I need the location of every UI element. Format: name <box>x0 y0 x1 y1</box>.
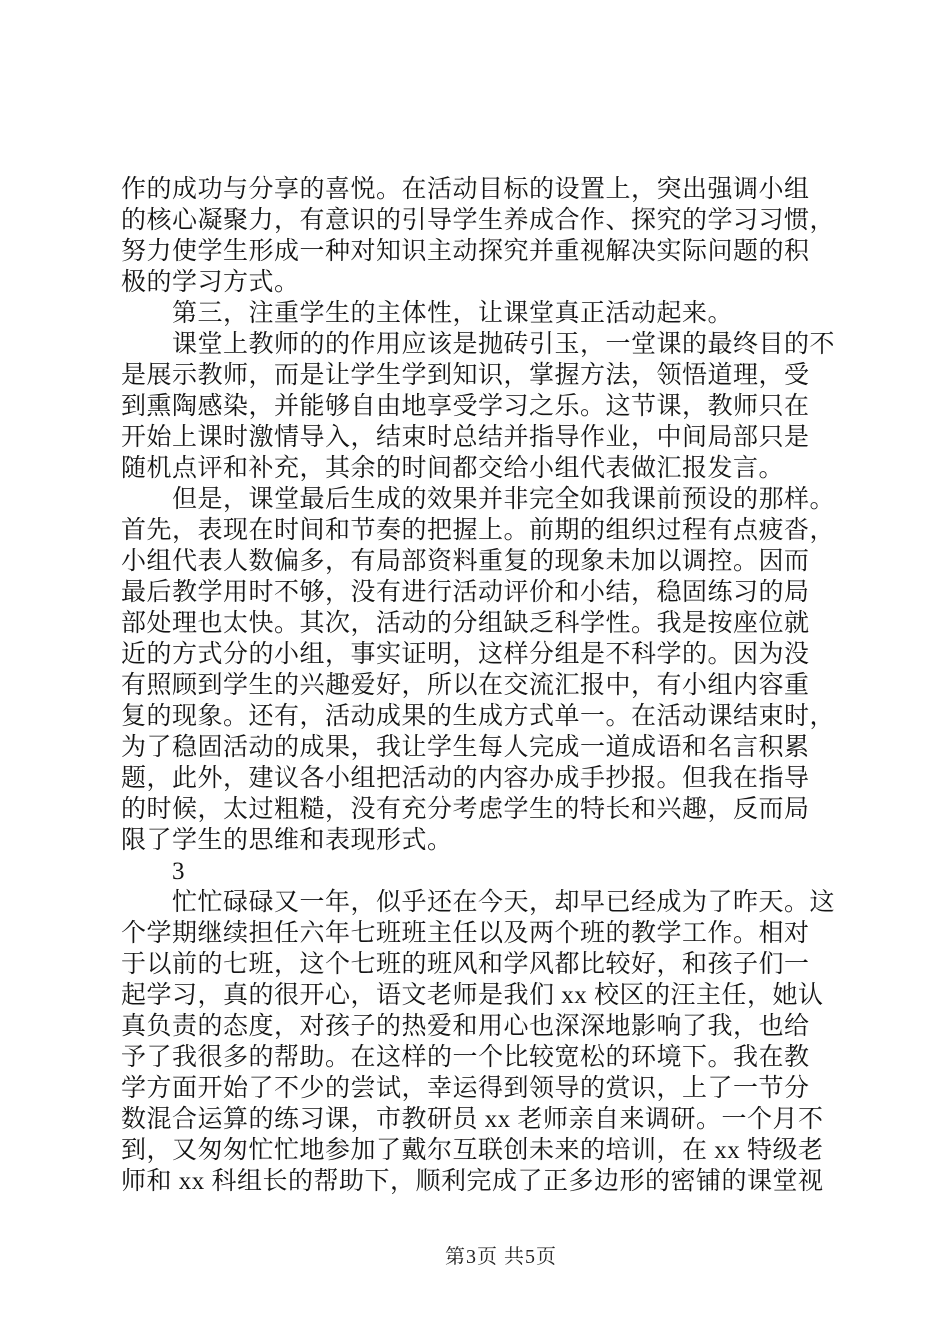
text-line: 到，又匆匆忙忙地参加了戴尔互联创未来的培训，在 xx 特级老 <box>121 1137 824 1164</box>
text-line: 努力使学生形成一种对知识主动探究并重视解决实际问题的积 <box>121 238 810 265</box>
text-line: 复的现象。还有，活动成果的生成方式单一。在活动课结束时， <box>121 703 836 730</box>
text-line: 有照顾到学生的兴趣爱好，所以在交流汇报中，有小组内容重 <box>121 672 810 699</box>
text-line: 学方面开始了不少的尝试，幸运得到领导的赏识，上了一节分 <box>121 1075 810 1102</box>
text-line: 起学习，真的很开心，语文老师是我们 xx 校区的汪主任，她认 <box>121 982 824 1009</box>
text-line: 予了我很多的帮助。在这样的一个比较宽松的环境下。我在教 <box>121 1044 810 1071</box>
text-line: 是展示教师，而是让学生学到知识，掌握方法，领悟道理，受 <box>121 362 810 389</box>
text-line: 极的学习方式。 <box>121 269 300 296</box>
text-line: 部处理也太快。其次，活动的分组缺乏科学性。我是按座位就 <box>121 610 810 637</box>
text-line: 限了学生的思维和表现形式。 <box>121 827 453 854</box>
text-line: 数混合运算的练习课，市教研员 xx 老师亲自来调研。一个月不 <box>121 1106 824 1133</box>
text-line: 师和 xx 科组长的帮助下，顺利完成了正多边形的密铺的课堂视 <box>121 1168 824 1195</box>
text-line: 到熏陶感染，并能够自由地享受学习之乐。这节课，教师只在 <box>121 393 810 420</box>
page-footer: 第3页 共5页 <box>445 1246 557 1268</box>
text-line: 随机点评和补充，其余的时间都交给小组代表做汇报发言。 <box>121 455 785 482</box>
text-line: 课堂上教师的的作用应该是抛砖引玉，一堂课的最终目的不 <box>121 331 836 358</box>
text-line: 作的成功与分享的喜悦。在活动目标的设置上，突出强调小组 <box>121 176 810 203</box>
text-line: 忙忙碌碌又一年，似乎还在今天，却早已经成为了昨天。这 <box>121 889 836 916</box>
text-line: 开始上课时激情导入，结束时总结并指导作业，中间局部只是 <box>121 424 810 451</box>
text-line: 最后教学用时不够，没有进行活动评价和小结，稳固练习的局 <box>121 579 810 606</box>
text-line: 题，此外，建议各小组把活动的内容办成手抄报。但我在指导 <box>121 765 810 792</box>
text-line: 近的方式分的小组，事实证明，这样分组是不科学的。因为没 <box>121 641 810 668</box>
text-line: 的时候，太过粗糙，没有充分考虑学生的特长和兴趣，反而局 <box>121 796 810 823</box>
text-line: 的核心凝聚力，有意识的引导学生养成合作、探究的学习习惯， <box>121 207 836 234</box>
text-line: 3 <box>121 858 186 885</box>
text-line: 于以前的七班，这个七班的班风和学风都比较好，和孩子们一 <box>121 951 810 978</box>
text-line: 首先，表现在时间和节奏的把握上。前期的组织过程有点疲沓， <box>121 517 836 544</box>
text-line: 个学期继续担任六年七班班主任以及两个班的教学工作。相对 <box>121 920 810 947</box>
text-line: 但是，课堂最后生成的效果并非完全如我课前预设的那样。 <box>121 486 836 513</box>
text-line: 为了稳固活动的成果，我让学生每人完成一道成语和名言积累 <box>121 734 810 761</box>
text-line: 真负责的态度，对孩子的热爱和用心也深深地影响了我，也给 <box>121 1013 810 1040</box>
text-line: 小组代表人数偏多，有局部资料重复的现象未加以调控。因而 <box>121 548 810 575</box>
document-body <box>121 174 843 1197</box>
text-line: 第三，注重学生的主体性，让课堂真正活动起来。 <box>121 300 734 327</box>
